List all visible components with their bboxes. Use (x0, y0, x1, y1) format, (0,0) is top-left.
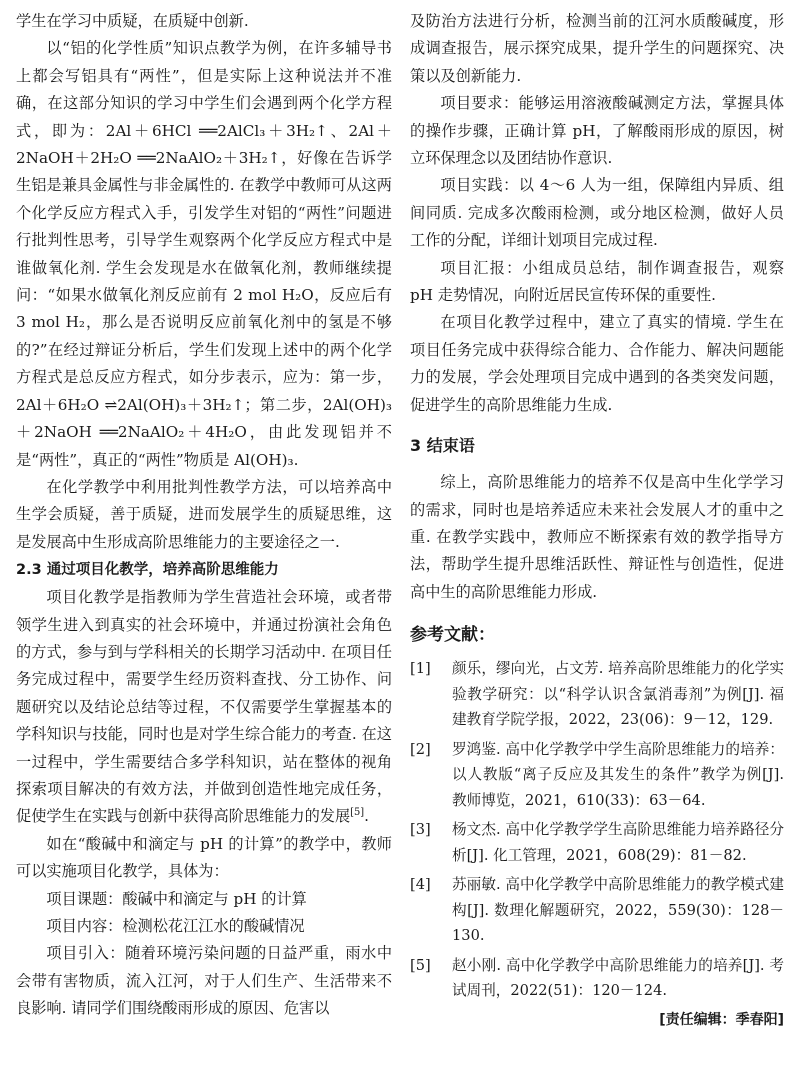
paragraph: 及防治方法进行分析，检测当前的江河水质酸碱度，形成调查报告，展示探究成果，提升学生的问题探究、决策以及创新能力. (410, 12, 784, 85)
citation: [5] (350, 807, 365, 819)
paragraph: 项目引入：随着环境污染问题的日益严重，雨水中会带有害物质，流入江河，对于人们生产、生活带来不良影响. 请同学们围绕酸雨形成的原因、危害以 (16, 944, 392, 1018)
references-heading: 参考文献： (410, 625, 495, 646)
paragraph-text: 项目化教学是指教师为学生营造社会环境，或者带领学生进入到真实的社会环境中，并通过扮演社会角色的方式，参与到与学科相关的长期学习活动中. 在项目任务完成过程中，需要学生经历资料查找、分工协作、问题研究以及结论总结等过程，不仅需要学生掌握基本的学科知识与技能，同时也是对学生综合能力的考查. 在这一过程中，学生需要结合多学科知识，站在整体的视角探索项目解决的有效方法，并做到创造性地完成任务，促使学生在实践与创新中获得高阶思维能力的发展 (16, 588, 392, 826)
reference-item (410, 817, 784, 868)
paragraph: 项目要求：能够运用溶液酸碱测定方法，掌握具体的操作步骤，正确计算 pH，了解酸雨形成的原因，树立环保理念以及团结协作意识. (410, 94, 784, 168)
reference-item (410, 737, 784, 814)
paragraph: 项目内容：检测松花江江水的酸碱情况 (46, 917, 305, 935)
reference-number: [2] (410, 740, 431, 758)
reference-item (410, 953, 784, 1004)
right-column (410, 8, 784, 1032)
reference-number: [5] (410, 956, 431, 974)
paragraph-end: . (364, 807, 369, 826)
paragraph: 如在“酸碱中和滴定与 pH 的计算”的教学中，教师可以实施项目化教学，具体为： (16, 834, 392, 881)
reference-number: [3] (410, 821, 431, 839)
section-heading: 3 结束语 (410, 436, 475, 456)
paragraph: 项目课题：酸碱中和滴定与 pH 的计算 (46, 889, 307, 908)
subsection-heading: 2.3 通过项目化教学，培养高阶思维能力 (16, 562, 279, 579)
paragraph (16, 584, 392, 831)
reference-text: 赵小刚. 高中化学教学中高阶思维能力的培养[J]. 考试周刊，2022(51)：120－124. (452, 956, 784, 1000)
reference-number: [4] (410, 876, 431, 894)
paragraph: 在化学教学中利用批判性教学方法，可以培养高中生学会质疑，善于质疑，进而发展学生的质疑思维，这是发展高中生形成高阶思维能力的主要途径之一. (16, 477, 392, 551)
paragraph: 项目汇报：小组成员总结，制作调查报告，观察 pH 走势情况，向附近居民宣传环保的重要性. (410, 258, 784, 305)
reference-text: 罗鸿鉴. 高中化学教学中学生高阶思维能力的培养：以人教版“离子反应及其发生的条件”教学为例[J]. 教师博览，2021，610(33)：63－64. (452, 740, 784, 809)
reference-text: 颜乐，缪向光，占文芳. 培养高阶思维能力的化学实验教学研究：以“科学认识含氯消毒剂”为例[J]. 福建教育学院学报，2022，23(06)：9－12，129. (452, 660, 784, 729)
reference-text: 苏丽敏. 高中化学教学中高阶思维能力的教学模式建构[J]. 数理化解题研究，2022，559(30)：128－130. (452, 876, 784, 945)
reference-item (410, 872, 784, 949)
paragraph: 学生在学习中质疑，在质疑中创新. (16, 12, 249, 30)
paragraph: 综上，高阶思维能力的培养不仅是高中生化学学习的需求，同时也是培养适应未来社会发展人才的重中之重. 在教学实践中，教师应不断探索有效的教学指导方法，帮助学生提升思维活跃性、辩证性与创造性，促进高中生的高阶思维能力形成. (410, 473, 784, 601)
left-column (16, 8, 392, 1023)
editor-note: [责任编辑：季春阳] (659, 1011, 784, 1028)
reference-item (410, 656, 784, 733)
paragraph: 项目实践：以 4～6 人为一组，保障组内异质、组间同质. 完成多次酸雨检测，或分地区检测，做好人员工作的分配，详细计划项目完成过程. (410, 176, 784, 250)
paragraph: 在项目化教学过程中，建立了真实的情境. 学生在项目任务完成中获得综合能力、合作能力、解决问题能力的发展，学会处理项目完成中遇到的各类突发问题，促进学生的高阶思维能力生成. (410, 313, 784, 414)
reference-number: [1] (410, 660, 431, 678)
reference-list (410, 656, 784, 1004)
paragraph: 以“铝的化学性质”知识点教学为例，在许多辅导书上都会写铝具有“两性”，但是实际上这种说法并不准确，在这部分知识的学习中学生们会遇到两个化学方程式，即为：2Al＋6HCl ══2AlCl₃＋3H₂↑、2Al＋2NaOH＋2H₂O ══2NaAlO₂＋3H₂↑，好像在告诉学生铝是兼具金属性与非金属性的. 在教学中教师可从这两个化学反应方程式入手，引发学生对铝的“两性”问题进行批判性思考，引导学生观察两个化学反应方程式中是谁做氧化剂. 学生会发现是水在做氧化剂，教师继续提问：“如果水做氧化剂反应前有 2 mol H₂O，反应后有 3 mol H₂，那么是否说明反应前氧化剂中的氢是不够的?”在经过辩证分析后，学生们发现上述中的两个化学方程式是总反应方程式，如分步表示，应为：第一步，2Al＋6H₂O ⇌2Al(OH)₃＋3H₂↑；第二步，2Al(OH)₃＋2NaOH ══2NaAlO₂＋4H₂O，由此发现铝并不是“两性”，真正的“两性”物质是 Al(OH)₃. (16, 39, 392, 469)
reference-text: 杨文杰. 高中化学教学学生高阶思维能力培养路径分析[J]. 化工管理，2021，608(29)：81－82. (452, 821, 784, 864)
